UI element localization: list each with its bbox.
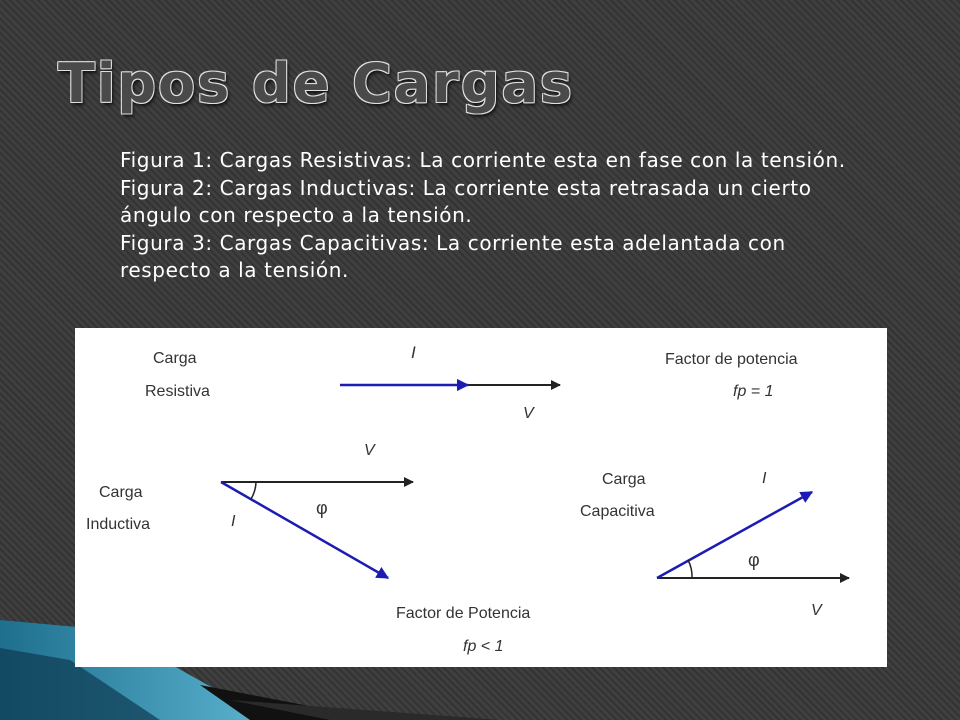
capacitive-angle-label: φ: [748, 550, 760, 570]
capacitive-label-line1: Carga: [602, 471, 646, 488]
inductive-current-label: I: [231, 513, 236, 530]
inductive-angle-label: φ: [316, 498, 328, 518]
capacitive-angle-arc: [688, 560, 692, 578]
slide-title: Tipos de Cargas: [58, 52, 575, 115]
inductive-load-group: [86, 442, 530, 655]
capacitive-current-vector: [657, 492, 812, 578]
inductive-label-line1: Carga: [99, 484, 143, 501]
inductive-voltage-label: V: [364, 442, 375, 459]
inductive-label-line2: Inductiva: [86, 516, 151, 533]
description-figure-2: Figura 2: Cargas Inductivas: La corriente esta retrasada un cierto ángulo con respecto a la tensión.: [120, 175, 812, 227]
capacitive-label-line2: Capacitiva: [580, 503, 655, 520]
resistive-pf-title: Factor de potencia: [665, 351, 798, 368]
inductive-pf-title: Factor de Potencia: [396, 605, 531, 622]
resistive-current-label: I: [411, 343, 416, 362]
capacitive-current-label: I: [762, 470, 767, 487]
capacitive-load-group: [580, 470, 849, 619]
inductive-angle-arc: [251, 482, 256, 499]
description-figure-3: Figura 3: Cargas Capacitivas: La corriente esta adelantada con respecto a la tensión.: [120, 230, 786, 282]
inductive-pf-value: fp < 1: [463, 638, 504, 655]
description-figure-1: Figura 1: Cargas Resistivas: La corriente esta en fase con la tensión.: [120, 148, 846, 172]
description-block: [120, 147, 880, 285]
capacitive-voltage-label: V: [811, 602, 822, 619]
diagram-panel: [75, 328, 887, 667]
resistive-voltage-label: V: [523, 405, 534, 422]
phasor-diagram: [75, 328, 887, 667]
inductive-current-vector: [221, 482, 388, 578]
resistive-pf-value: fp = 1: [733, 383, 774, 400]
resistive-label-line2: Resistiva: [145, 383, 210, 400]
resistive-label-line1: Carga: [153, 350, 197, 367]
resistive-load-group: [145, 343, 798, 422]
